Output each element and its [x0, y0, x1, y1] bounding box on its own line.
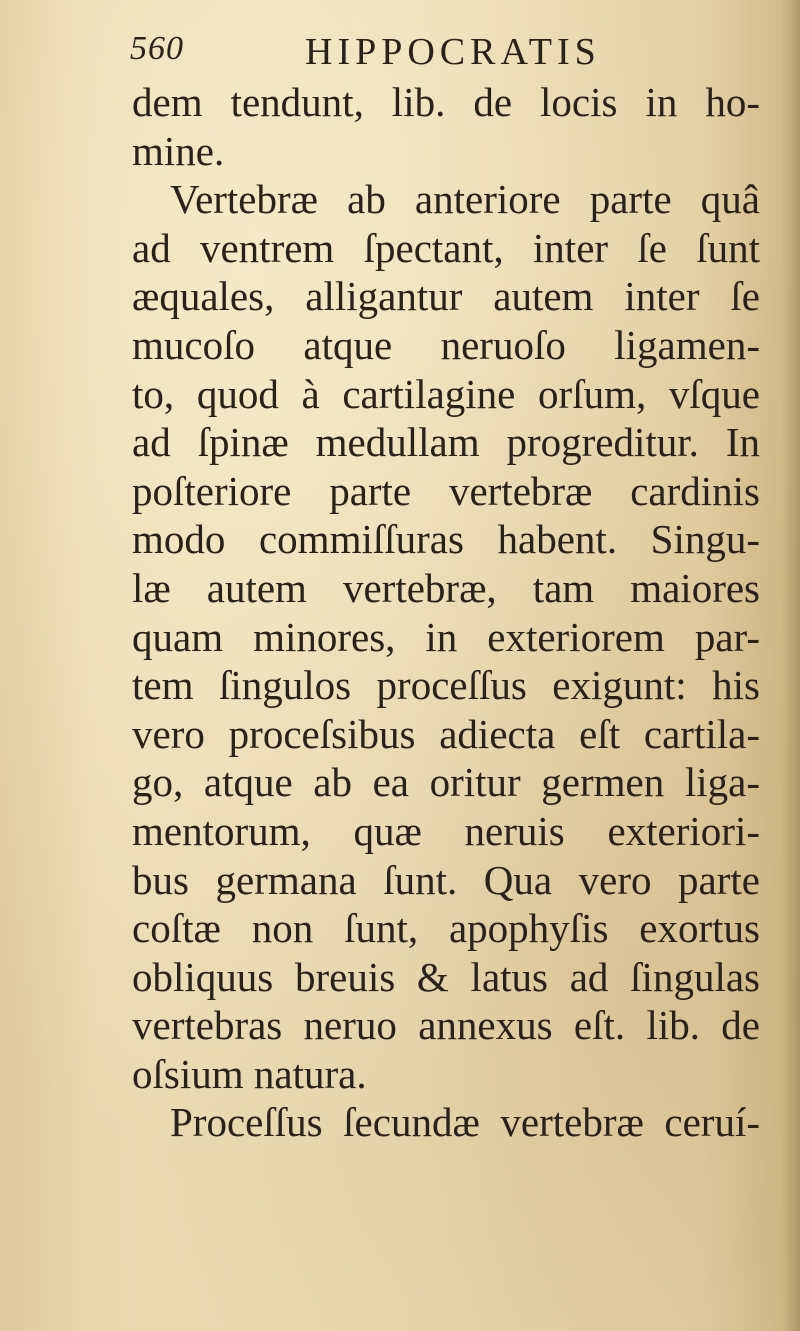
- text-line: mentorum, quæ neruis exteriori-: [132, 807, 760, 854]
- text-line: mine.: [132, 127, 225, 174]
- text-line: mucoſo atque neruoſo ligamen-: [132, 321, 760, 368]
- text-line: to, quod à cartilagine orſum, vſque: [132, 370, 760, 417]
- page-number: 560: [130, 30, 184, 67]
- text-line: bus germana ſunt. Qua vero parte: [132, 856, 760, 903]
- text-line: ad ventrem ſpectant, inter ſe ſunt: [132, 224, 760, 271]
- book-title: HIPPOCRATIS: [305, 31, 601, 73]
- text-line: tem ſingulos proceſſus exigunt: his: [132, 662, 760, 709]
- text-line: vero proceſsibus adiecta eſt cartila-: [132, 710, 760, 757]
- text-line: poſteriore parte vertebræ cardinis: [132, 467, 760, 514]
- text-line: læ autem vertebræ, tam maiores: [132, 564, 760, 611]
- text-line: ad ſpinæ medullam progreditur. In: [132, 419, 760, 466]
- text-line: obliquus breuis & latus ad ſingulas: [132, 953, 760, 1000]
- text-line: modo commiſſuras habent. Singu-: [132, 516, 760, 563]
- text-line: æquales, alligantur autem inter ſe: [132, 273, 760, 320]
- text-line: coſtæ non ſunt, apophyſis exortus: [132, 905, 760, 952]
- text-line: Proceſſus ſecundæ vertebræ ceruí-: [170, 1099, 760, 1146]
- text-line: quam minores, in exteriorem par-: [132, 613, 760, 660]
- text-line: Vertebræ ab anteriore parte quâ: [170, 176, 760, 223]
- body-text: [132, 78, 760, 1147]
- text-line: go, atque ab ea oritur germen liga-: [132, 759, 760, 806]
- text-line: vertebras neruo annexus eſt. lib. de: [132, 1002, 760, 1049]
- running-head: [130, 30, 750, 80]
- text-line: oſsium natura.: [132, 1050, 367, 1097]
- text-line: dem tendunt, lib. de locis in ho-: [132, 79, 760, 125]
